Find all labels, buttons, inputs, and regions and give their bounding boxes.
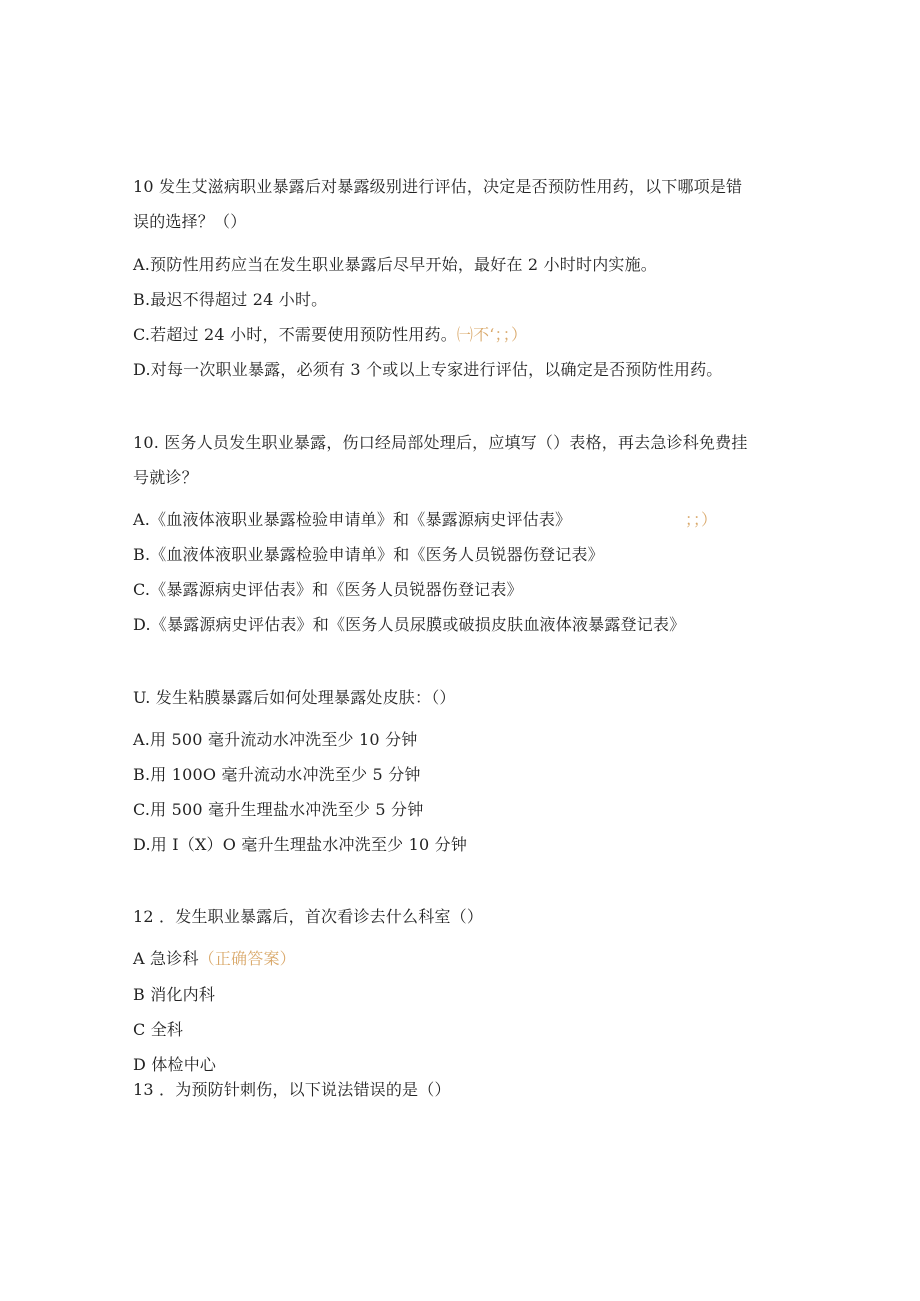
q10a-option-c-mark: ㈠不‘；；） bbox=[456, 325, 528, 344]
q12-option-a bbox=[133, 949, 296, 969]
q10a-option-d: D.对每一次职业暴露，必须有 3 个或以上专家进行评估，以确定是否预防性用药。 bbox=[133, 360, 723, 379]
q12-option-b: B 消化内科 bbox=[133, 985, 216, 1004]
q12-option-c: C 全科 bbox=[133, 1020, 184, 1039]
q10b-stem-line2: 号就诊？ bbox=[133, 468, 198, 487]
q10b-option-d: D.《暴露源病史评估表》和《医务人员尿膜或破损皮肤血液体液暴露登记表》 bbox=[133, 615, 686, 634]
q10a-option-c bbox=[133, 325, 527, 345]
q10b-option-c: C.《暴露源病史评估表》和《医务人员锐器伤登记表》 bbox=[133, 580, 523, 599]
q10a-option-a: A.预防性用药应当在发生职业暴露后尽早开始，最好在 2 小时时内实施。 bbox=[133, 255, 657, 274]
q10b-option-a: A.《血液体液职业暴露检验申请单》和《暴露源病史评估表》 bbox=[133, 510, 572, 529]
q10b-stem-line1: 10. 医务人员发生职业暴露，伤口经局部处理后，应填写（）表格，再去急诊科免费挂 bbox=[133, 433, 748, 452]
q12-option-d: D 体检中心 bbox=[133, 1055, 217, 1074]
q11-option-b: B.用 100O 毫升流动水冲洗至少 5 分钟 bbox=[133, 765, 421, 784]
q12-stem: 12 ．发生职业暴露后，首次看诊去什么科室（） bbox=[133, 907, 484, 926]
q10a-option-b: B.最迟不得超过 24 小时。 bbox=[133, 290, 328, 309]
q13-stem: 13 ．为预防针刺伤，以下说法错误的是（） bbox=[133, 1080, 451, 1099]
q10a-option-c-text: C.若超过 24 小时，不需要使用预防性用药。 bbox=[133, 325, 457, 344]
q12-option-a-text: A 急诊科 bbox=[133, 949, 199, 968]
q12-option-a-mark: （正确答案） bbox=[198, 949, 296, 968]
q11-option-a: A.用 500 毫升流动水冲洗至少 10 分钟 bbox=[133, 730, 418, 749]
q10b-option-b: B.《血液体液职业暴露检验申请单》和《医务人员锐器伤登记表》 bbox=[133, 545, 604, 564]
q11-stem: U. 发生粘膜暴露后如何处理暴露处皮肤：（） bbox=[133, 688, 456, 707]
q11-option-d: D.用 I（X）O 毫升生理盐水冲洗至少 10 分钟 bbox=[133, 835, 468, 854]
q10a-stem-line1: 10 发生艾滋病职业暴露后对暴露级别进行评估，决定是否预防性用药，以下哪项是错 bbox=[133, 177, 743, 196]
q10a-stem-line2: 误的选择？（） bbox=[133, 212, 247, 231]
q11-option-c: C.用 500 毫升生理盐水冲洗至少 5 分钟 bbox=[133, 800, 424, 819]
q10b-option-a-mark: ；；） bbox=[685, 510, 718, 529]
